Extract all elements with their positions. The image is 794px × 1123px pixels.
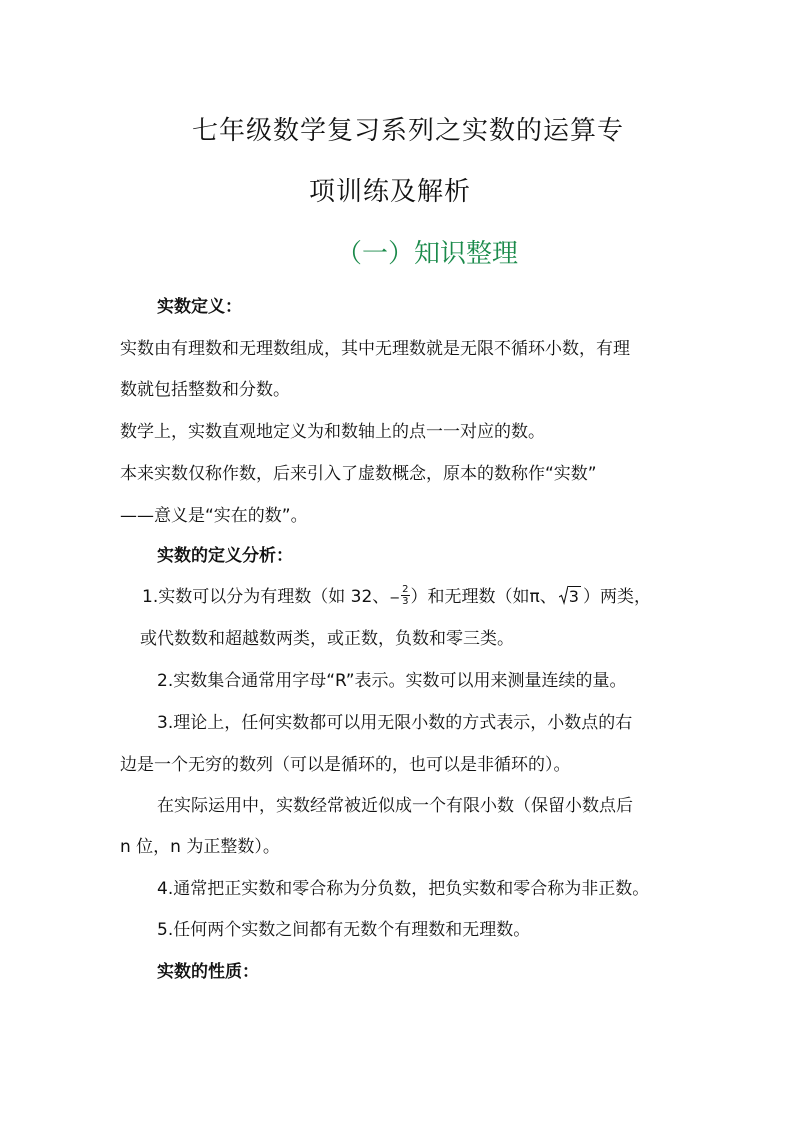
list-item-1-line-1 [142,585,651,611]
item-1-text-a: 1.实数可以分为有理数（如 32、 [142,587,390,607]
list-item-3-line-2: 边是一个无穷的数列（可以是循环的，也可以是非循环的）。 [120,755,571,775]
item-1-text-b: ）和无理数（如π、 [410,587,557,607]
fraction-numerator: 2 [402,583,409,595]
paragraph-3-line-2: ——意义是“实在的数”。 [120,506,308,526]
item-1-text-c: ）两类， [582,587,651,607]
paragraph-3-line-1: 本来实数仅称作数，后来引入了虚数概念，原本的数称作“实数” [120,464,597,484]
heading-definition: 实数定义： [157,297,242,317]
paragraph-4-line-2: n 位，n 为正整数）。 [120,837,280,857]
document-title-line-2: 项训练及解析 [309,177,472,207]
document-title-line-1: 七年级数学复习系列之实数的运算专 [192,116,625,146]
square-root-symbol [559,585,581,609]
list-item-3-line-1: 3.理论上，任何实数都可以用无限小数的方式表示，小数点的右 [157,713,633,733]
heading-definition-analysis: 实数的定义分析： [157,546,293,566]
paragraph-2: 数学上，实数直观地定义为和数轴上的点一一对应的数。 [120,422,545,442]
heading-properties: 实数的性质： [157,962,259,982]
radicand: 3 [568,587,579,606]
section-heading: （一）知识整理 [336,239,519,269]
fraction-denominator: 3 [402,595,409,607]
radical-sign-icon [559,585,568,605]
list-item-5: 5.任何两个实数之间都有无数个有理数和无理数。 [157,920,531,940]
fraction-two-thirds [401,584,409,607]
fraction-sign: − [389,591,401,606]
paragraph-1-line-2: 数就包括整数和分数。 [120,380,290,400]
list-item-2: 2.实数集合通常用字母“R”表示。实数可以用来测量连续的量。 [157,671,627,691]
list-item-4: 4.通常把正实数和零合称为分负数，把负实数和零合称为非正数。 [157,879,650,899]
paragraph-4-line-1: 在实际运用中，实数经常被近似成一个有限小数（保留小数点后 [157,796,633,816]
list-item-1-line-2: 或代数数和超越数两类，或正数，负数和零三类。 [140,629,514,649]
paragraph-1-line-1: 实数由有理数和无理数组成，其中无理数就是无限不循环小数，有理 [120,339,630,359]
